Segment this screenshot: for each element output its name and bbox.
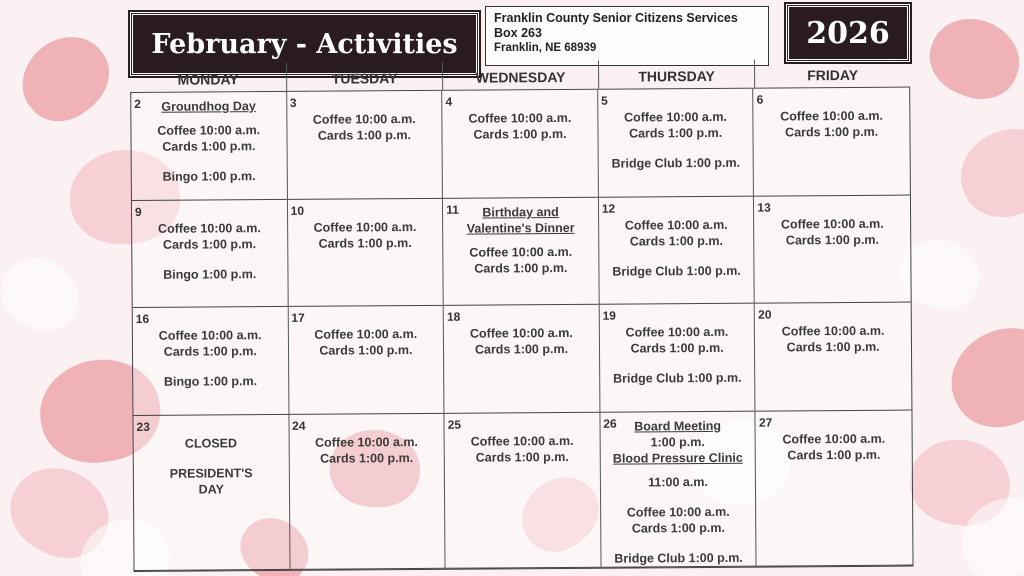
activity-line: Cards 1:00 p.m. — [163, 344, 257, 360]
activity-line: Coffee 10:00 a.m. — [781, 324, 885, 339]
activity-line: Coffee 10:00 a.m. — [469, 326, 573, 341]
activity-line: PRESIDENT'S — [169, 466, 253, 481]
activity-line: Cards 1:00 p.m. — [319, 343, 413, 359]
day-number: 10 — [290, 203, 305, 218]
day-number: 25 — [447, 417, 462, 432]
activity-line: Cards 1:00 p.m. — [317, 128, 411, 143]
day-cell — [287, 91, 443, 200]
weekday-thursday: THURSDAY — [598, 60, 754, 89]
activity-line: Bingo 1:00 p.m. — [163, 374, 258, 390]
activity-line: Cards 1:00 p.m. — [320, 451, 414, 466]
activity-line: Bridge Club 1:00 p.m. — [614, 550, 743, 566]
day-cell — [599, 196, 755, 305]
activity-line: DAY — [198, 482, 224, 497]
day-cell — [755, 303, 911, 412]
activity-line: 11:00 a.m. — [648, 474, 708, 490]
activity-line: Cards 1:00 p.m. — [628, 125, 723, 141]
day-number: 20 — [758, 307, 772, 322]
activity-line: Coffee 10:00 a.m. — [470, 433, 574, 449]
page-title: February - Activities — [151, 28, 458, 60]
day-cell — [754, 88, 910, 197]
day-cell — [445, 413, 602, 569]
day-cell — [288, 198, 444, 307]
day-number: 3 — [289, 95, 297, 110]
day-cell — [599, 304, 755, 413]
day-number: 23 — [136, 419, 150, 434]
special-event: Board Meeting — [634, 418, 722, 434]
year-label: 2026 — [806, 15, 890, 51]
activity-line: Cards 1:00 p.m. — [318, 235, 412, 251]
special-event: Valentine's Dinner — [466, 220, 575, 236]
activity-line: Bingo 1:00 p.m. — [163, 266, 257, 282]
activity-line: Coffee 10:00 a.m. — [469, 244, 573, 260]
activity-line: Cards 1:00 p.m. — [630, 341, 724, 356]
special-event: Blood Pressure Clinic — [612, 450, 743, 466]
day-number: 9 — [134, 204, 142, 219]
activity-line: Coffee 10:00 a.m. — [468, 110, 572, 126]
weekday-tuesday: TUESDAY — [286, 62, 442, 91]
activity-line: Coffee 10:00 a.m. — [780, 216, 884, 232]
day-cell — [132, 200, 288, 309]
day-number: 16 — [135, 312, 150, 327]
day-number: 4 — [445, 94, 453, 109]
activity-line: Cards 1:00 p.m. — [475, 449, 569, 465]
calendar-grid — [130, 88, 913, 572]
day-number: 2 — [134, 96, 142, 111]
year-banner — [786, 4, 910, 62]
day-number: 6 — [756, 92, 764, 107]
day-cell — [131, 92, 287, 201]
activity-line: Coffee 10:00 a.m. — [782, 431, 886, 447]
day-number: 26 — [603, 416, 617, 431]
event-time: 1:00 p.m. — [650, 434, 705, 450]
day-cell — [442, 90, 598, 199]
heart-decoration — [0, 243, 92, 344]
activity-line: Cards 1:00 p.m. — [785, 232, 880, 248]
day-cell — [133, 307, 289, 416]
day-cell — [756, 411, 913, 567]
day-number: 27 — [758, 415, 773, 430]
activity-line: Bridge Club 1:00 p.m. — [612, 263, 741, 279]
activity-line: Cards 1:00 p.m. — [785, 124, 879, 140]
heart-decoration — [6, 20, 124, 136]
activity-line: Bridge Club 1:00 p.m. — [611, 155, 741, 171]
special-event: Groundhog Day — [161, 99, 256, 114]
weekday-wednesday: WEDNESDAY — [442, 61, 598, 90]
activity-line: Coffee 10:00 a.m. — [313, 219, 417, 235]
day-cell — [754, 195, 910, 304]
day-number: 18 — [446, 310, 461, 325]
day-number: 5 — [601, 93, 608, 108]
activity-line: Cards 1:00 p.m. — [631, 520, 725, 536]
day-cell — [444, 305, 600, 414]
day-number: 17 — [291, 311, 305, 326]
org-box: Box 263 — [494, 26, 542, 40]
heart-decoration — [935, 310, 1024, 443]
activity-line: Cards 1:00 p.m. — [473, 126, 567, 142]
day-cell — [288, 306, 444, 415]
activity-line: Cards 1:00 p.m. — [786, 340, 880, 355]
activity-line: Cards 1:00 p.m. — [787, 447, 881, 463]
day-number: 24 — [292, 418, 306, 433]
day-cell — [443, 197, 599, 306]
day-cell — [133, 415, 290, 571]
heart-decoration — [948, 115, 1024, 230]
weekday-friday: FRIDAY — [754, 59, 910, 88]
activity-line: Cards 1:00 p.m. — [629, 233, 723, 249]
day-cell — [600, 412, 757, 568]
activity-line: Cards 1:00 p.m. — [162, 139, 256, 154]
day-number: 11 — [446, 202, 459, 217]
activity-line: Coffee 10:00 a.m. — [624, 217, 728, 233]
activity-line: Bridge Club 1:00 p.m. — [613, 371, 742, 386]
weekday-monday: MONDAY — [177, 71, 239, 88]
heart-decoration — [919, 6, 1024, 111]
activity-line: Bingo 1:00 p.m. — [162, 169, 256, 184]
activity-line: Coffee 10:00 a.m. — [312, 112, 416, 127]
activity-line: Coffee 10:00 a.m. — [157, 220, 261, 236]
activity-line: Coffee 10:00 a.m. — [315, 434, 418, 450]
special-event: Birthday and — [482, 204, 559, 220]
activity-line: Coffee 10:00 a.m. — [625, 325, 729, 340]
day-number: 12 — [601, 201, 616, 216]
activity-line: Cards 1:00 p.m. — [162, 236, 257, 252]
activity-line: CLOSED — [184, 436, 238, 451]
activities-calendar — [130, 59, 914, 570]
activity-line: Coffee 10:00 a.m. — [624, 109, 727, 125]
activity-line: Coffee 10:00 a.m. — [626, 504, 730, 520]
org-name: Franklin County Senior Citizens Services — [494, 11, 738, 25]
day-number: 19 — [602, 308, 616, 324]
organization-address — [485, 6, 769, 66]
activity-line: Coffee 10:00 a.m. — [158, 328, 262, 344]
org-city: Franklin, NE 68939 — [494, 42, 597, 54]
activity-line: Coffee 10:00 a.m. — [780, 108, 884, 124]
activity-line: Cards 1:00 p.m. — [474, 342, 569, 357]
activity-line: Cards 1:00 p.m. — [474, 260, 568, 276]
activity-line: Coffee 10:00 a.m. — [157, 123, 261, 138]
day-cell — [598, 89, 754, 198]
day-cell — [289, 414, 446, 570]
activity-line: Coffee 10:00 a.m. — [314, 327, 418, 343]
day-number: 13 — [757, 200, 771, 215]
